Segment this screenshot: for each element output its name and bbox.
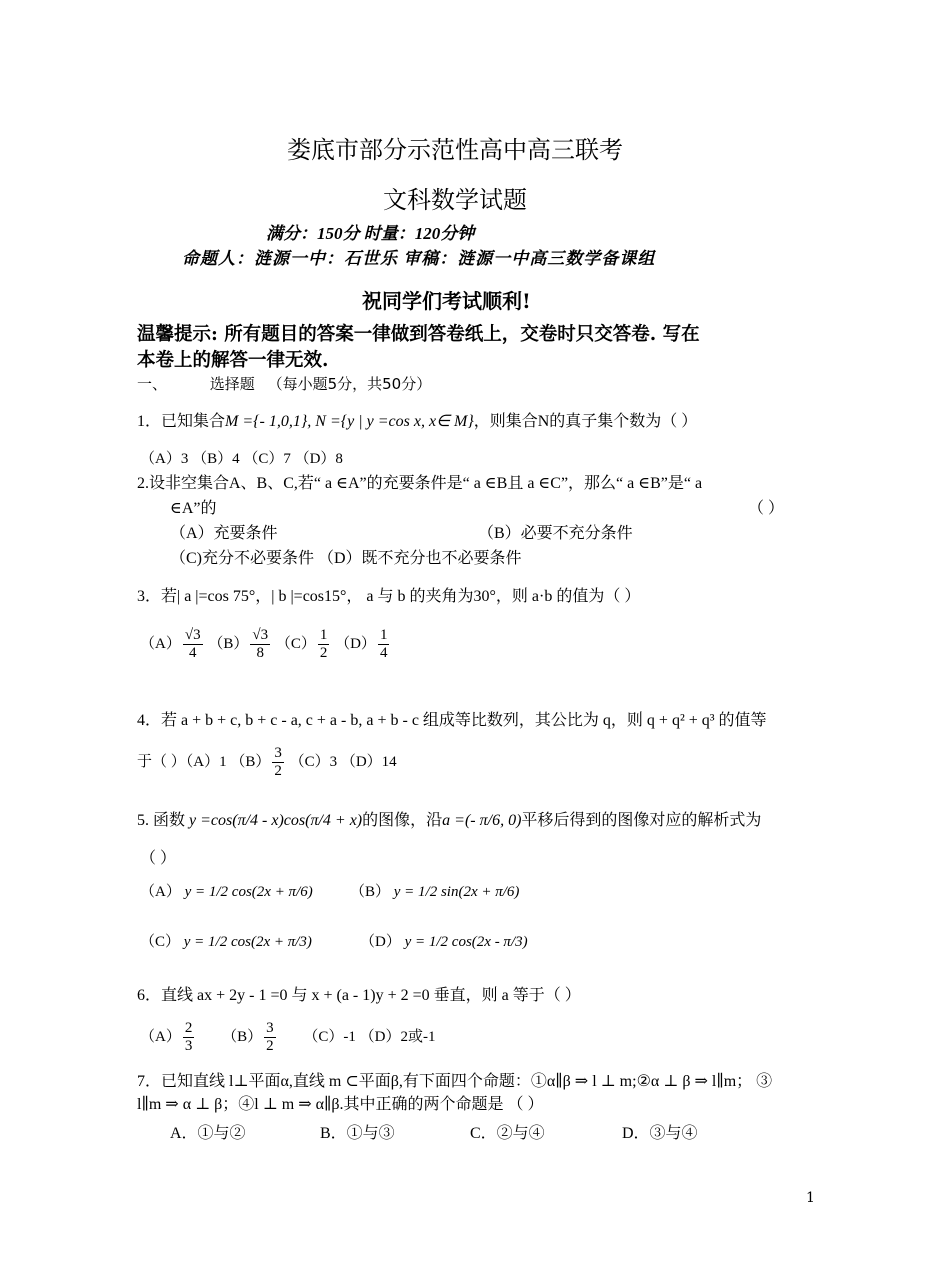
authors: 命题人：涟源一中：石世乐 审稿：涟源一中高三数学备课组 bbox=[182, 249, 656, 268]
q3-frac-d: $\frac{1}{4}$ bbox=[379, 627, 388, 662]
q7-option-c: C．②与④ bbox=[470, 1125, 545, 1142]
q3-options bbox=[140, 627, 391, 663]
q3-label-c: （C） bbox=[275, 636, 316, 653]
q6-label-a: （A） bbox=[140, 1029, 181, 1046]
q7-option-d: D．③与④ bbox=[622, 1125, 698, 1142]
section-number: 一、 bbox=[137, 375, 168, 393]
notice-line-1: 温馨提示: 所有题目的答案一律做到答卷纸上，交卷时只交答卷. 写在 bbox=[137, 324, 700, 345]
q5-option-c: （C） y = 1/2 cos(2x + π/3) bbox=[140, 934, 312, 950]
q5-line-1 bbox=[137, 807, 761, 830]
q4-line-1: 4．若 a + b + c, b + c - a, c + a - b, a + b - c 组成等比数列，其公比为 q，则 q + q² + q³ 的值等 bbox=[137, 712, 767, 729]
q6-frac-b: $\frac{3}{2}$ bbox=[266, 1020, 274, 1055]
q6-rest: （C）-1 （D）2或-1 bbox=[303, 1029, 436, 1046]
q5-paren: （ ） bbox=[140, 850, 177, 867]
q3-frac-b: $\frac{√3}{8}$ bbox=[252, 627, 269, 662]
q7-line-2: l∥m ⇒ α ⊥ β；④l ⊥ m ⇒ α∥β.其中正确的两个命题是 （ ） bbox=[137, 1096, 544, 1113]
question-1 bbox=[137, 408, 697, 431]
question-6: 6．直线 ax + 2y - 1 =0 与 x + (a - 1)y + 2 =0 垂直，则 a 等于（ ） bbox=[137, 987, 581, 1004]
section-heading bbox=[137, 373, 431, 394]
page-subtitle: 文科数学试题 bbox=[383, 186, 527, 214]
q2-line-1: 2.设非空集合A、B、C,若“ a ∈A”的充要条件是“ a ∈B且 a ∈C”，那么“ a ∈B”是“ a bbox=[137, 475, 703, 492]
q2-option-cd: （C)充分不必要条件 （D）既不充分也不必要条件 bbox=[170, 550, 522, 567]
q3-label-b: （B） bbox=[208, 636, 249, 653]
q6-options bbox=[140, 1020, 435, 1056]
page-title: 娄底市部分示范性高中高三联考 bbox=[287, 136, 623, 164]
q1-suffix: ，则集合N的真子集个数为（ ） bbox=[473, 413, 698, 430]
q3-label-a: （A） bbox=[140, 636, 181, 653]
page-number: 1 bbox=[806, 1190, 815, 1206]
q4-suffix: （C）3 （D）14 bbox=[285, 754, 397, 771]
q2-option-a: （A）充要条件 bbox=[170, 525, 278, 542]
q5-function: y =cos(π/4 - x)cos(π/4 + x) bbox=[189, 812, 363, 829]
q5-option-b: （B） y = 1/2 sin(2x + π/6) bbox=[350, 884, 520, 900]
q7-option-b: B．①与③ bbox=[320, 1125, 395, 1142]
q2-option-b: （B）必要不充分条件 bbox=[478, 525, 633, 542]
notice-line-2: 本卷上的解答一律无效. bbox=[137, 350, 329, 371]
q5-prefix: 5. 函数 bbox=[137, 812, 186, 829]
q2-line-2: ∈A”的 bbox=[170, 500, 217, 517]
wish-text: 祝同学们考试顺利! bbox=[362, 289, 531, 313]
q6-label-b: （B） bbox=[222, 1029, 263, 1046]
q1-prefix: 1．已知集合 bbox=[137, 413, 226, 430]
question-3: 3．若| a |=cos 75°，| b |=cos15°， a 与 b 的夹角为30°，则 a·b 的值为（ ） bbox=[137, 588, 641, 605]
section-note: （每小题5分，共50分） bbox=[267, 375, 432, 393]
q5-vector: a =(- π/6, 0) bbox=[442, 812, 522, 829]
q5-option-d: （D） y = 1/2 cos(2x - π/3) bbox=[360, 934, 528, 950]
q1-math: M ={- 1,0,1}, N ={y | y =cos x, x∈ M} bbox=[225, 413, 474, 430]
q5-suffix: 平移后得到的图像对应的解析式为 bbox=[521, 812, 762, 829]
q3-label-d: （D） bbox=[335, 636, 376, 653]
score-time: 满分：150分 时量：120分钟 bbox=[266, 224, 475, 243]
q4-prefix: 于（ ）（A）1 （B） bbox=[137, 754, 271, 771]
q1-options: （A）3 （B）4 （C）7 （D）8 bbox=[140, 451, 343, 467]
q5-mid: 的图像，沿 bbox=[362, 812, 443, 829]
q3-frac-c: $\frac{1}{2}$ bbox=[319, 627, 328, 662]
section-label: 选择题 bbox=[209, 375, 255, 393]
q4-line-2 bbox=[137, 745, 397, 781]
q6-frac-a: $\frac{2}{3}$ bbox=[184, 1020, 193, 1055]
q5-option-a: （A） y = 1/2 cos(2x + π/6) bbox=[140, 884, 313, 900]
q4-frac-b: $\frac{3}{2}$ bbox=[274, 745, 282, 780]
q3-frac-a: $\frac{√3}{4}$ bbox=[184, 627, 201, 662]
q7-option-a: A．①与② bbox=[170, 1125, 246, 1142]
q7-line-1: 7．已知直线 l⊥平面α,直线 m ⊂平面β,有下面四个命题：①α∥β ⇒ l ⊥ m;②α ⊥ β ⇒ l∥m； ③ bbox=[137, 1073, 773, 1090]
q2-paren: （ ） bbox=[748, 500, 785, 517]
